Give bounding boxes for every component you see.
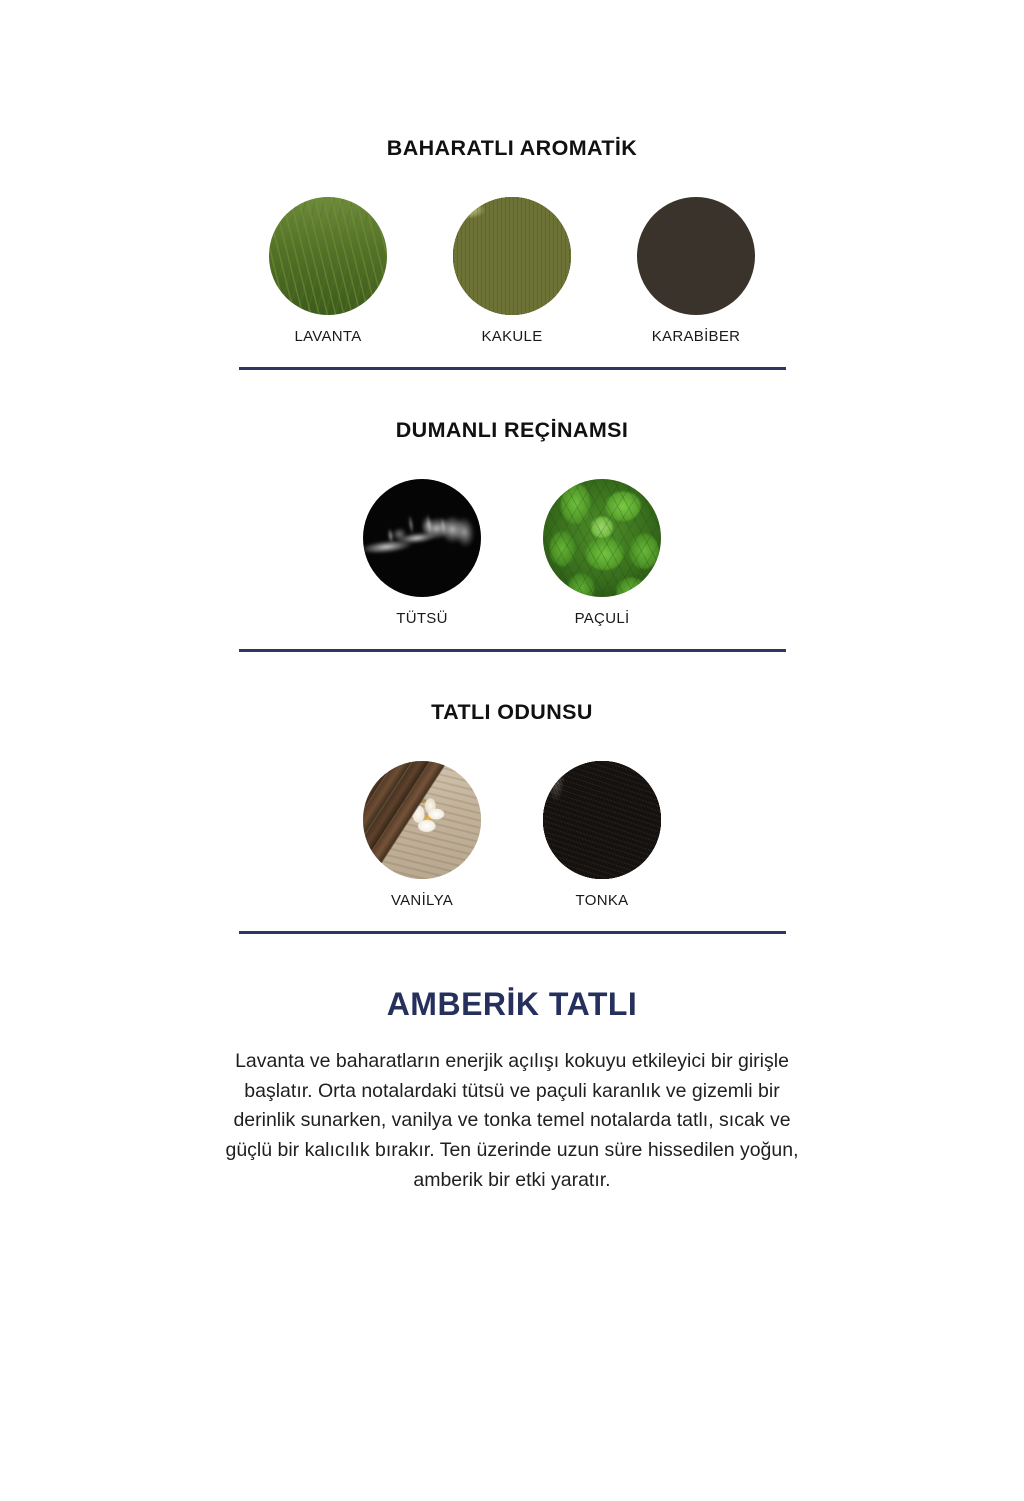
- section-smoky-resinous: [0, 418, 1024, 652]
- vanilla-art: [363, 761, 481, 879]
- section-title: DUMANLI REÇİNAMSI: [395, 418, 629, 442]
- tonka-beans-image: [543, 761, 661, 879]
- black-pepper-art: [637, 197, 755, 315]
- note-item-paculi[interactable]: [543, 479, 661, 627]
- note-item-vanilya[interactable]: [363, 761, 481, 909]
- section-sweet-woody: [0, 700, 1024, 934]
- vanilla-beans-image: [363, 761, 481, 879]
- section-spicy-aromatic: [0, 136, 1024, 370]
- note-label: KAKULE: [481, 328, 543, 345]
- section-divider: [239, 367, 786, 370]
- incense-smoke-image: [363, 479, 481, 597]
- section-title: BAHARATLI AROMATİK: [386, 136, 638, 160]
- note-label: PAÇULİ: [574, 610, 630, 627]
- black-pepper-image: [637, 197, 755, 315]
- conclusion-description: Lavanta ve baharatların enerjik açılışı kokuyu etkileyici bir girişle başlatır. Orta notalardaki tütsü ve paçuli karanlık ve gizemli bir derinlik sunarken, vanilya ve tonka temel notalarda tatlı, sıcak ve güçlü bir kalıcılık bırakır. Ten üzerinde uzun süre hissedilen yoğun, amberik bir etki yaratır.: [225, 1050, 799, 1191]
- cardamom-art: [453, 197, 571, 315]
- cardamom-image: [453, 197, 571, 315]
- incense-smoke-art: [363, 479, 481, 597]
- conclusion-title: AMBERİK TATLI: [386, 986, 638, 1022]
- note-label: TÜTSÜ: [396, 610, 448, 627]
- note-label: VANİLYA: [390, 892, 454, 909]
- notes-row: [0, 761, 1024, 909]
- note-label: KARABİBER: [651, 328, 741, 345]
- conclusion-block: [0, 986, 1024, 1195]
- notes-row: [0, 479, 1024, 627]
- notes-row: [0, 197, 1024, 345]
- note-item-karabiber[interactable]: [637, 197, 755, 345]
- lavender-art: [269, 197, 387, 315]
- section-divider: [239, 931, 786, 934]
- patchouli-leaves-image: [543, 479, 661, 597]
- note-item-lavanta[interactable]: [269, 197, 387, 345]
- fragrance-notes-page: [0, 136, 1024, 1501]
- tonka-art: [543, 761, 661, 879]
- note-label: LAVANTA: [294, 328, 362, 345]
- section-title: TATLI ODUNSU: [431, 700, 593, 724]
- note-item-kakule[interactable]: [453, 197, 571, 345]
- lavender-image: [269, 197, 387, 315]
- section-divider: [239, 649, 786, 652]
- note-item-tutsu[interactable]: [363, 479, 481, 627]
- patchouli-art: [543, 479, 661, 597]
- note-item-tonka[interactable]: [543, 761, 661, 909]
- note-label: TONKA: [575, 892, 629, 909]
